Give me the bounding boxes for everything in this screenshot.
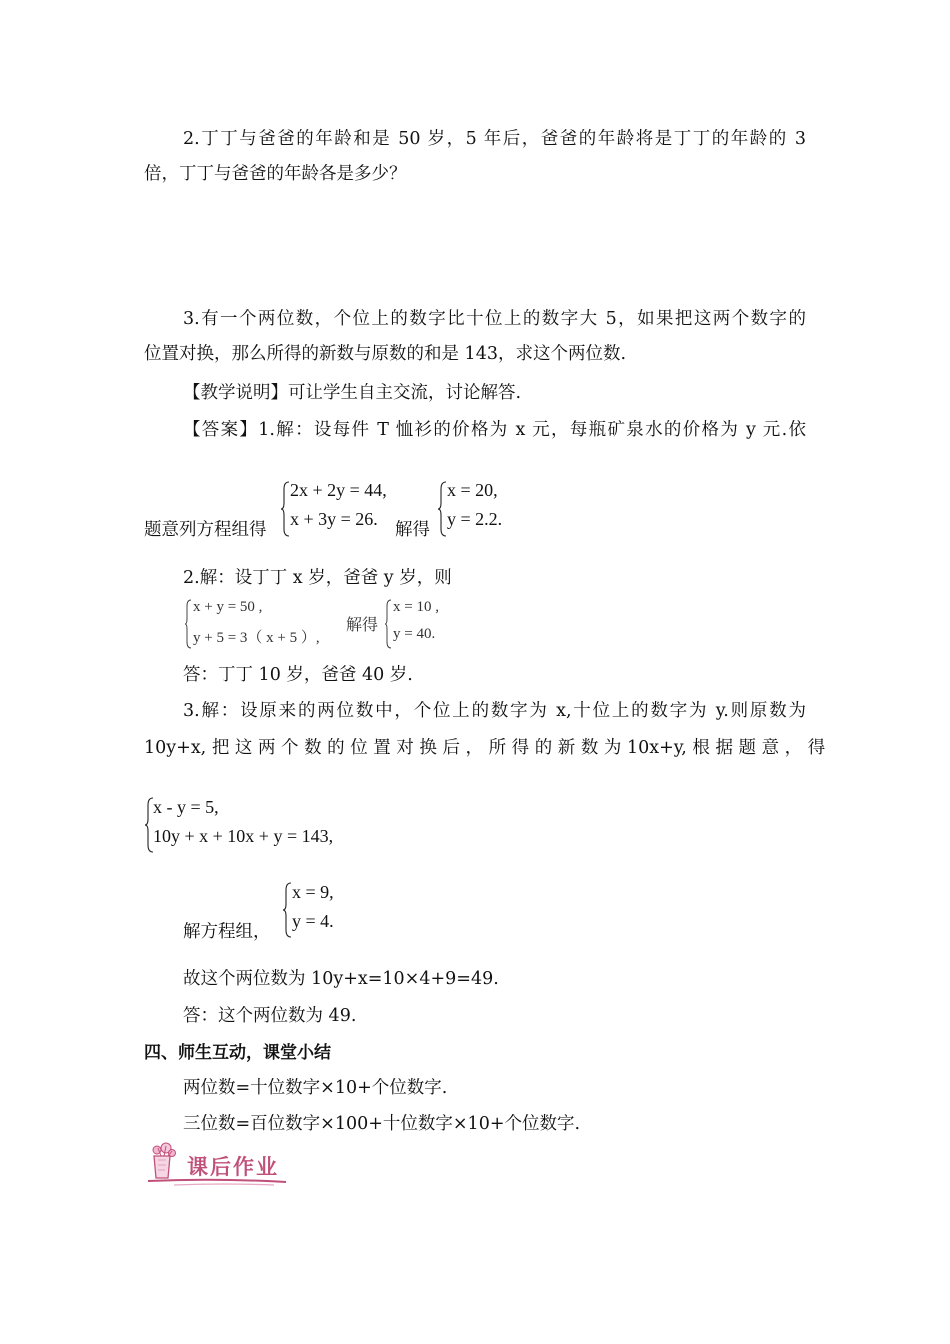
problem-3-line-2: 位置对换，那么所得的新数与原数的和是 143，求这个两位数. — [144, 344, 627, 364]
answer-2-line-1: 2.解：设丁丁 x 岁，爸爸 y 岁，则 — [183, 568, 452, 588]
answer-2-solve-label: 解得 — [346, 617, 379, 634]
equation-row: y = 2.2. — [447, 509, 503, 529]
brace-icon — [184, 599, 192, 649]
equation-row: x = 10 , — [393, 599, 439, 615]
answer-2-conclusion: 答：丁丁 10 岁，爸爸 40 岁. — [183, 665, 413, 685]
solution-system-2 — [393, 599, 453, 649]
equation-row: x = 9, — [292, 882, 334, 902]
answer-3-line-2: 10y+x, 把 这 两 个 数 的 位 置 对 换 后 ， 所 得 的 新 数 为 10x+y, 根 据 题 意 ， 得 — [144, 738, 826, 758]
answer-1-prefix: 题意列方程组得 — [144, 520, 267, 540]
equation-row: 2x + 2y = 44, — [290, 480, 387, 500]
answer-3-line-1: 3.解：设原来的两位数中，个位上的数字为 x,十位上的数字为 y.则原数为 — [183, 701, 806, 721]
equation-row: x + 3y = 26. — [290, 509, 378, 529]
equation-system-2 — [193, 599, 343, 649]
problem-2-line-2: 倍，丁丁与爸爸的年龄各是多少？ — [144, 164, 407, 184]
equation-system-3 — [153, 797, 353, 853]
solution-system-3 — [292, 882, 352, 938]
answer-1-line-1: 【答案】1.解：设每件 T 恤衫的价格为 x 元，每瓶矿泉水的价格为 y 元.依 — [183, 420, 806, 440]
solution-system-1 — [447, 480, 517, 536]
equation-system-1 — [290, 480, 400, 536]
equation-row: y = 40. — [393, 626, 436, 642]
answer-3-final: 答：这个两位数为 49. — [183, 1006, 357, 1026]
equation-row: x = 20, — [447, 480, 498, 500]
equation-row: x - y = 5, — [153, 797, 219, 817]
section-4-heading: 四、师生互动，课堂小结 — [144, 1043, 331, 1063]
answer-3-conclusion: 故这个两位数为 10y+x=10×4+9=49. — [183, 969, 499, 989]
section-4-line-1: 两位数=十位数字×10+个位数字. — [183, 1078, 448, 1098]
brace-icon — [282, 882, 292, 938]
teaching-note: 【教学说明】可让学生自主交流，讨论解答. — [183, 383, 522, 403]
brace-icon — [384, 599, 392, 649]
brace-icon — [437, 481, 447, 537]
brace-icon — [280, 481, 290, 537]
problem-2-line-1: 2.丁丁与爸爸的年龄和是 50 岁，5 年后，爸爸的年龄将是丁丁的年龄的 3 — [183, 129, 806, 149]
equation-row: 10y + x + 10x + y = 143, — [153, 826, 334, 846]
equation-row: x + y = 50 , — [193, 599, 263, 615]
answer-3-solve-label: 解方程组， — [183, 922, 271, 942]
answer-1-solve-label: 解得 — [395, 520, 430, 540]
equation-row: y = 4. — [292, 911, 334, 931]
problem-3-line-1: 3.有一个两位数，个位上的数字比十位上的数字大 5，如果把这两个数字的 — [183, 309, 806, 329]
homework-banner-label: 课后作业 — [187, 1155, 279, 1179]
equation-row: y + 5 = 3（ x + 5 ）, — [193, 630, 320, 646]
section-4-line-2: 三位数=百位数字×100+十位数字×10+个位数字. — [183, 1114, 581, 1134]
